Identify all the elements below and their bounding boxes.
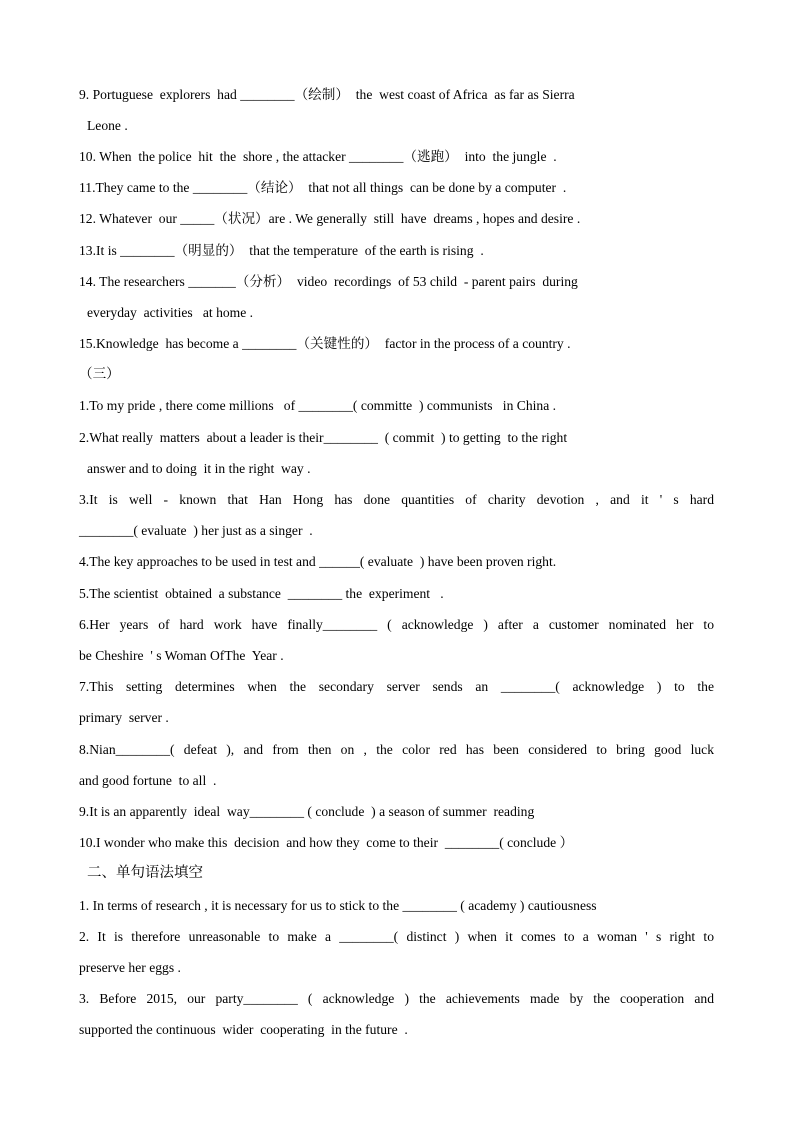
exercise-line: 10. When the police hit the shore , the attacker ________（逃跑） into the jungle .	[79, 149, 557, 164]
exercise-line: answer and to doing it in the right way .	[87, 461, 311, 476]
exercise-line: everyday activities at home .	[87, 305, 254, 320]
exercise-line: 5.The scientist obtained a substance ________ the experiment .	[79, 586, 444, 601]
exercise-line: 15.Knowledge has become a ________（关键性的） factor in the process of a country .	[79, 336, 571, 351]
exercise-line: supported the continuous wider cooperating in the future .	[79, 1022, 408, 1037]
exercise-line: 11.They came to the ________（结论） that not all things can be done by a computer .	[79, 180, 567, 195]
exercise-line: 13.It is ________（明显的） that the temperature of the earth is rising .	[79, 243, 484, 258]
exercise-line: 12. Whatever our _____（状况）are . We generally still have dreams , hopes and desire .	[79, 211, 581, 226]
exercise-line: and good fortune to all .	[79, 773, 217, 788]
exercise-line: 4.The key approaches to be used in test and ______( evaluate ) have been proven right.	[79, 554, 557, 569]
exercise-line: 9. Portuguese explorers had ________（绘制） the west coast of Africa as far as Sierra	[79, 87, 575, 102]
exercise-line: 14. The researchers _______（分析） video recordings of 53 child - parent pairs during	[79, 274, 578, 289]
exercise-line: 2. It is therefore unreasonable to make a ________( distinct ) when it comes to a woman ' s right to	[79, 929, 714, 944]
exercise-line: be Cheshire ' s Woman OfThe Year .	[79, 648, 284, 663]
exercise-line: 9.It is an apparently ideal way________ ( conclude ) a season of summer reading	[79, 804, 535, 819]
exercise-line: 3.It is well - known that Han Hong has done quantities of charity devotion , and it ' s hard	[79, 492, 714, 507]
exercise-line: 8.Nian________( defeat ), and from then on , the color red has been considered to bring good luck	[79, 742, 714, 757]
exercise-line: 3. Before 2015, our party________ ( acknowledge ) the achievements made by the cooperation and	[79, 991, 714, 1006]
section-heading: 二、单句语法填空	[87, 865, 203, 881]
exercise-line: primary server .	[79, 710, 169, 725]
exercise-line: 6.Her years of hard work have finally________ ( acknowledge ) after a customer nominated her to	[79, 617, 714, 632]
exercise-line: preserve her eggs .	[79, 960, 181, 975]
exercise-line: 10.I wonder who make this decision and how they come to their ________( conclude ）	[79, 835, 574, 850]
section-label: （三）	[79, 366, 120, 381]
exercise-line: 1.To my pride , there come millions of ________( committe ) communists in China .	[79, 398, 557, 413]
exercise-line: 7.This setting determines when the secondary server sends an ________( acknowledge ) to the	[79, 679, 714, 694]
exercise-line: 2.What really matters about a leader is their________ ( commit ) to getting to the right	[79, 430, 568, 445]
exercise-line: Leone .	[87, 118, 128, 133]
exercise-line: ________( evaluate ) her just as a singer .	[79, 523, 313, 538]
exercise-line: 1. In terms of research , it is necessary for us to stick to the ________ ( academy ) cautiousness	[79, 898, 597, 913]
